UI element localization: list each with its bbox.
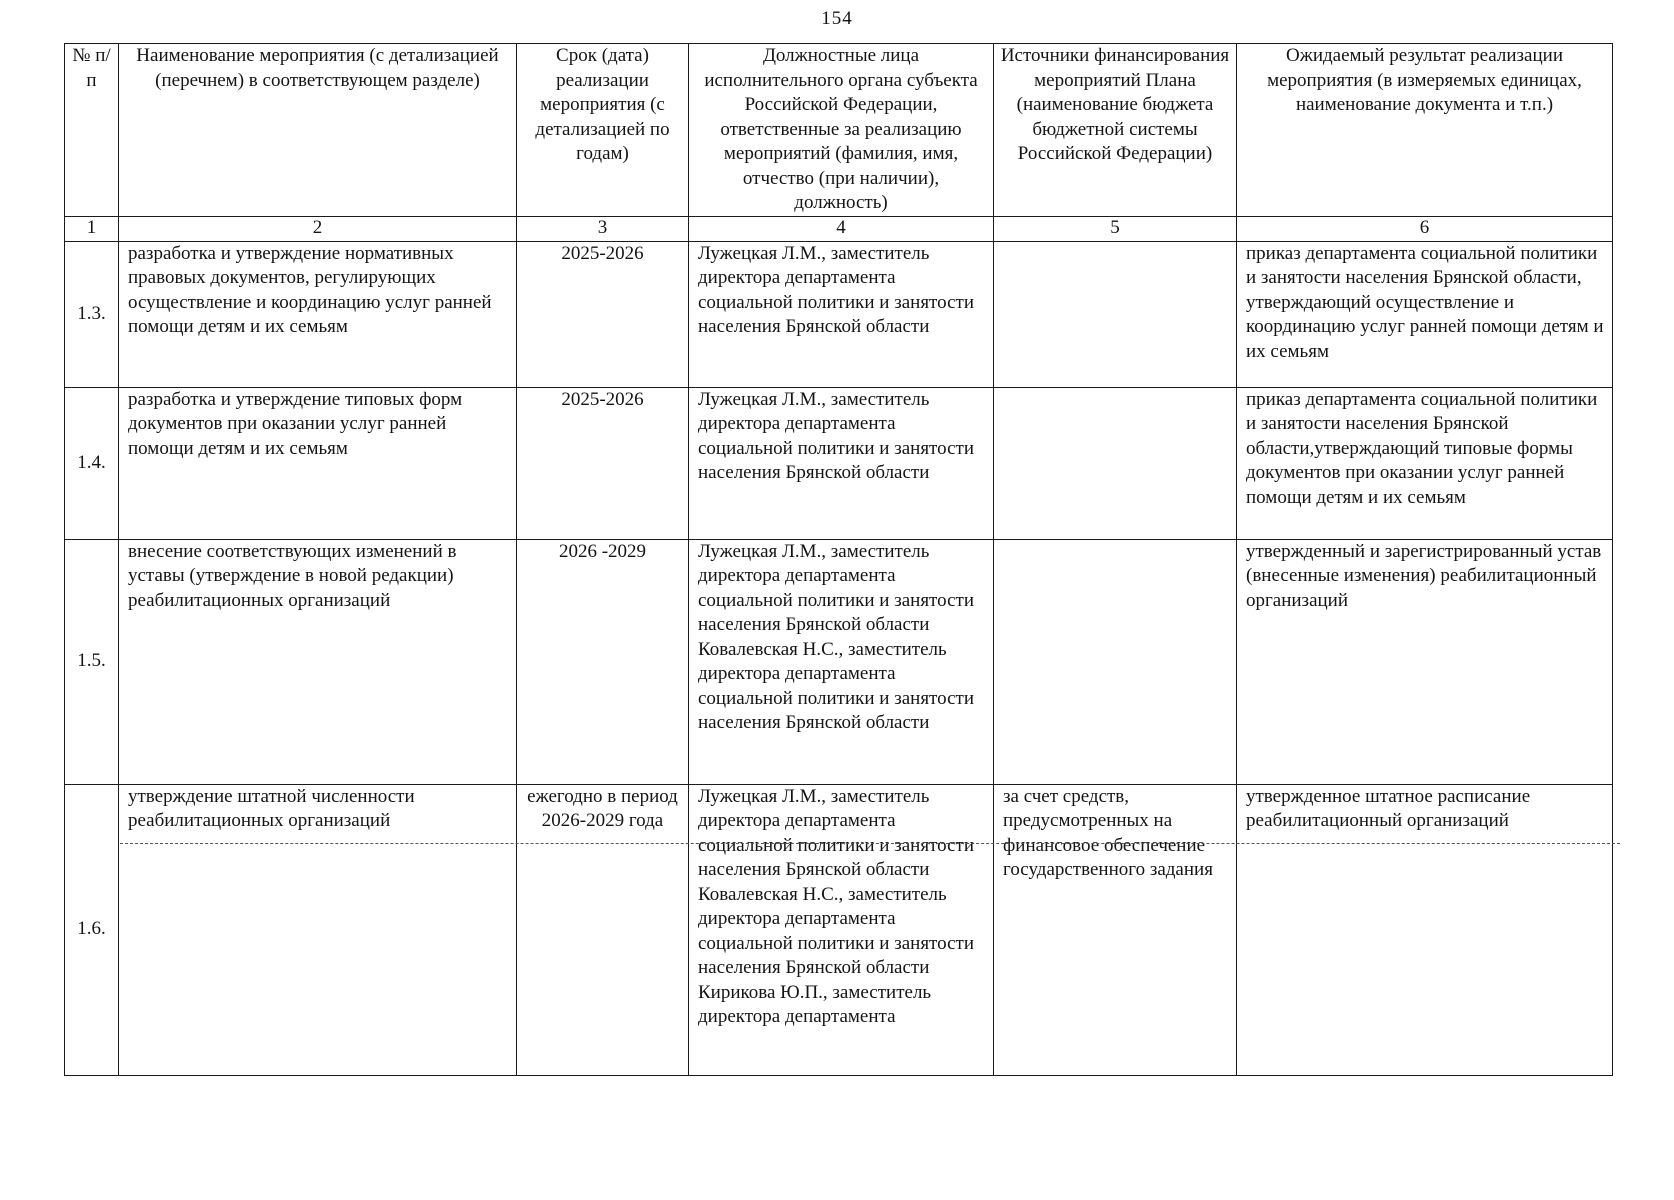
financing-cell <box>994 387 1237 539</box>
row-number: 1.3. <box>65 241 119 387</box>
term-cell: ежегодно в период 2026-2029 года <box>517 784 689 1075</box>
table-row <box>65 784 1613 1075</box>
activity-cell: разработка и утверждение типовых форм документов при оказании услуг ранней помощи детям и их семьям <box>119 387 517 539</box>
term-cell: 2025-2026 <box>517 387 689 539</box>
officials-cell: Лужецкая Л.М., заместитель директора департамента социальной политики и занятости населения Брянской области Ковалевская Н.С., заместитель директора департамента социальной политики и занятости населения Брянской области <box>689 539 994 784</box>
officials-cell: Лужецкая Л.М., заместитель директора департамента социальной политики и занятости населения Брянской области <box>689 387 994 539</box>
scan-dashed-line <box>120 843 1620 844</box>
activity-cell: утверждение штатной численности реабилитационных организаций <box>119 784 517 1075</box>
officials-cell: Лужецкая Л.М., заместитель директора департамента социальной политики и занятости населения Брянской области Ковалевская Н.С., заместитель директора департамента социальной политики и занятости населения Брянской области Кирикова Ю.П., заместитель директора департамента <box>689 784 994 1075</box>
row-number: 1.4. <box>65 387 119 539</box>
financing-cell <box>994 539 1237 784</box>
result-cell: приказ департамента социальной политики и занятости населения Брянской области, утверждающий осуществление и координацию услуг ранней помощи детям и их семьям <box>1237 241 1613 387</box>
column-number: 4 <box>689 216 994 241</box>
activity-cell: разработка и утверждение нормативных правовых документов, регулирующих осуществление и координацию услуг ранней помощи детям и их семьям <box>119 241 517 387</box>
row-number: 1.5. <box>65 539 119 784</box>
header-term: Срок (дата) реализации мероприятия (с детализацией по годам) <box>517 44 689 217</box>
header-number: № п/п <box>65 44 119 217</box>
activity-cell: внесение соответствующих изменений в уставы (утверждение в новой редакции) реабилитационных организаций <box>119 539 517 784</box>
header-row <box>65 44 1613 217</box>
column-number: 6 <box>1237 216 1613 241</box>
table-row <box>65 241 1613 387</box>
column-number: 3 <box>517 216 689 241</box>
plan-table <box>64 43 1613 1076</box>
header-officials: Должностные лица исполнительного органа субъекта Российской Федерации, ответственные за реализацию мероприятий (фамилия, имя, отчество (при наличии), должность) <box>689 44 994 217</box>
result-cell: утвержденный и зарегистрированный устав (внесенные изменения) реабилитационный организаций <box>1237 539 1613 784</box>
page-number: 154 <box>821 8 853 29</box>
term-cell: 2025-2026 <box>517 241 689 387</box>
column-number-row <box>65 216 1613 241</box>
result-cell: приказ департамента социальной политики и занятости населения Брянской области,утверждающий типовые формы документов при оказании услуг ранней помощи детям и их семьям <box>1237 387 1613 539</box>
header-result: Ожидаемый результат реализации мероприятия (в измеряемых единицах, наименование документа и т.п.) <box>1237 44 1613 217</box>
header-activity: Наименование мероприятия (с детализацией (перечнем) в соответствующем разделе) <box>119 44 517 217</box>
table-row <box>65 387 1613 539</box>
financing-cell <box>994 241 1237 387</box>
financing-cell: за счет средств, предусмотренных на финансовое обеспечение государственного задания <box>994 784 1237 1075</box>
result-cell: утвержденное штатное расписание реабилитационный организаций <box>1237 784 1613 1075</box>
column-number: 1 <box>65 216 119 241</box>
row-number: 1.6. <box>65 784 119 1075</box>
column-number: 5 <box>994 216 1237 241</box>
table-row <box>65 539 1613 784</box>
column-number: 2 <box>119 216 517 241</box>
term-cell: 2026 -2029 <box>517 539 689 784</box>
header-financing: Источники финансирования мероприятий Плана (наименование бюджета бюджетной системы Российской Федерации) <box>994 44 1237 217</box>
officials-cell: Лужецкая Л.М., заместитель директора департамента социальной политики и занятости населения Брянской области <box>689 241 994 387</box>
